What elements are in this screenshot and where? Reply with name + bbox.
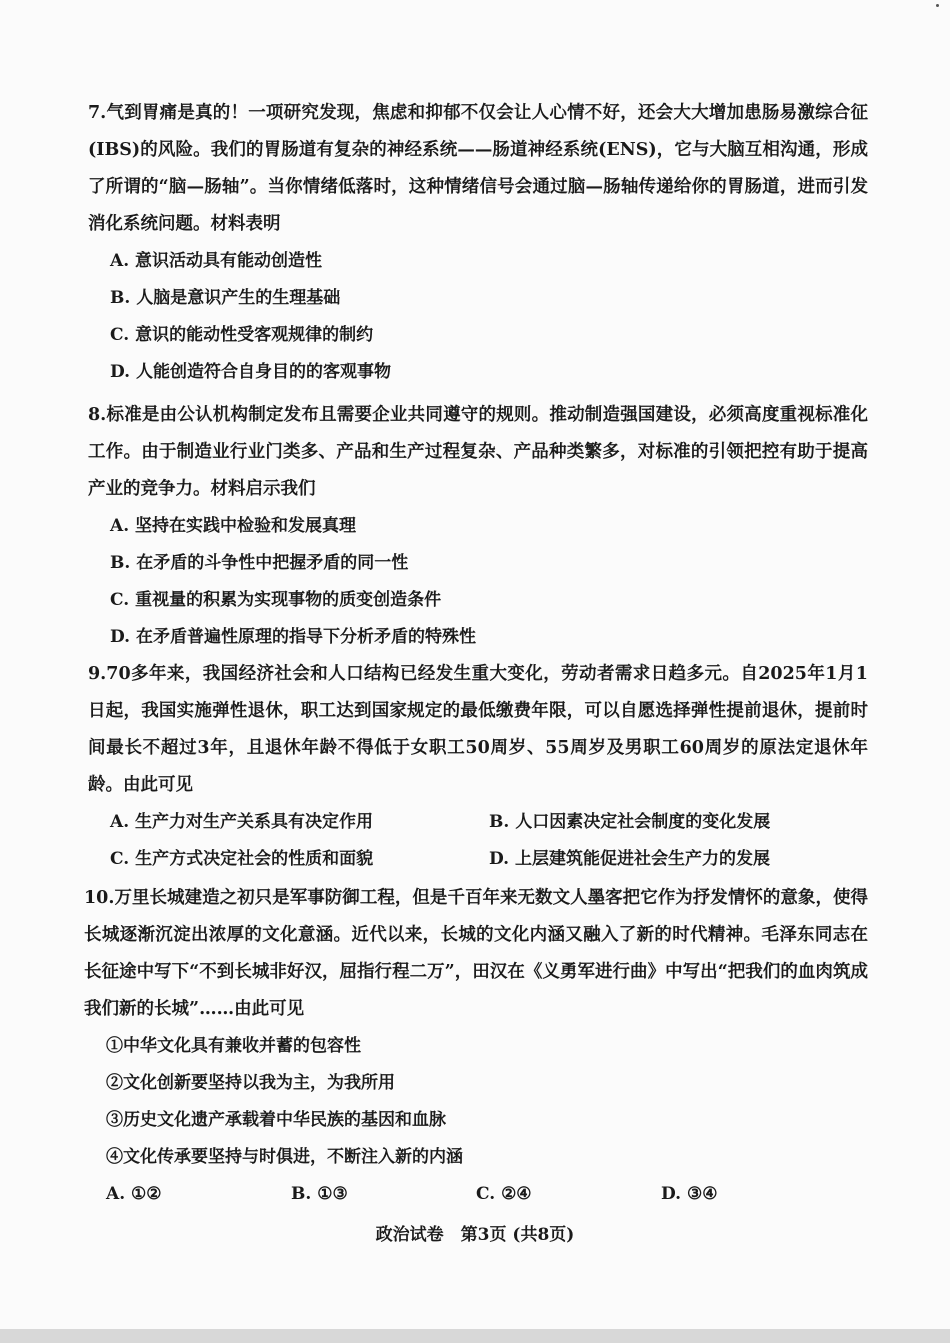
question-number: 8. [88,405,107,425]
scan-speck [936,4,939,7]
option-a: A. 生产力对生产关系具有决定作用 [110,812,374,832]
question-10 [84,880,868,1213]
option-a: A. 意识活动具有能动创造性 [110,251,323,271]
statement-3: ③历史文化遗产承载着中华民族的基因和血脉 [106,1110,446,1130]
option-d: D. 上层建筑能促进社会生产力的发展 [489,849,770,869]
question-stem [88,95,868,243]
option-d: D. 人能创造符合自身目的的客观事物 [110,362,391,382]
options-row-2 [88,841,868,878]
question-text: 70多年来，我国经济社会和人口结构已经发生重大变化，劳动者需求日趋多元。自2025年1月1日起，我国实施弹性退休，职工达到国家规定的最低缴费年限，可以自愿选择弹性提前退休，提前时间最长不超过3年，且退休年龄不得低于女职工50周岁、55周岁及男职工60周岁的原法定退休年龄。由此可见 [88,664,868,795]
question-text: 气到胃痛是真的！一项研究发现，焦虑和抑郁不仅会让人心情不好，还会大大增加患肠易激综合征(IBS)的风险。我们的胃肠道有复杂的神经系统——肠道神经系统(ENS)，它与大脑互相沟通，形成了所谓的“脑—肠轴”。当你情绪低落时，这种情绪信号会通过脑—肠轴传递给你的胃肠道，进而引发消化系统问题。材料表明 [88,103,868,234]
question-stem [84,880,868,1028]
question-8 [88,397,868,656]
option-b: B. ①③ [291,1184,348,1204]
page-footer: 政治试卷 第3页 (共8页) [375,1225,575,1245]
options-row-1 [88,804,868,841]
statement-1: ①中华文化具有兼收并蓄的包容性 [106,1036,361,1056]
option-c: C. 重视量的积累为实现事物的质变创造条件 [110,590,442,610]
question-text: 万里长城建造之初只是军事防御工程，但是千百年来无数文人墨客把它作为抒发情怀的意象，使得长城逐渐沉淀出浓厚的文化意涵。近代以来，长城的文化内涵又融入了新的时代精神。毛泽东同志在长征途中写下“不到长城非好汉，屈指行程二万”，田汉在《义勇军进行曲》中写出“把我们的血肉筑成我们新的长城”……由此可见 [84,888,868,1019]
question-number: 9. [88,664,107,684]
question-number: 7. [88,103,107,123]
option-a: A. ①② [106,1184,162,1204]
question-text: 标准是由公认机构制定发布且需要企业共同遵守的规则。推动制造强国建设，必须高度重视标准化工作。由于制造业行业门类多、产品和生产过程复杂、产品种类繁多，对标准的引领把控有助于提高产业的竞争力。材料启示我们 [88,405,868,499]
scan-edge [0,1329,950,1343]
option-d: D. ③④ [661,1184,718,1204]
statement-2: ②文化创新要坚持以我为主，为我所用 [106,1073,395,1093]
option-c: C. ②④ [476,1184,532,1204]
question-stem [88,656,868,804]
question-9 [88,656,868,878]
option-b: B. 在矛盾的斗争性中把握矛盾的同一性 [110,553,409,573]
option-c: C. 生产方式决定社会的性质和面貌 [110,849,374,869]
statement-4: ④文化传承要坚持与时俱进，不断注入新的内涵 [106,1147,463,1167]
question-7 [88,95,868,391]
option-b: B. 人脑是意识产生的生理基础 [110,288,341,308]
question-number: 10. [84,888,115,908]
option-c: C. 意识的能动性受客观规律的制约 [110,325,374,345]
option-d: D. 在矛盾普遍性原理的指导下分析矛盾的特殊性 [110,627,476,647]
question-stem [88,397,868,508]
option-b: B. 人口因素决定社会制度的变化发展 [489,812,771,832]
options-row [84,1176,868,1213]
option-a: A. 坚持在实践中检验和发展真理 [110,516,357,536]
